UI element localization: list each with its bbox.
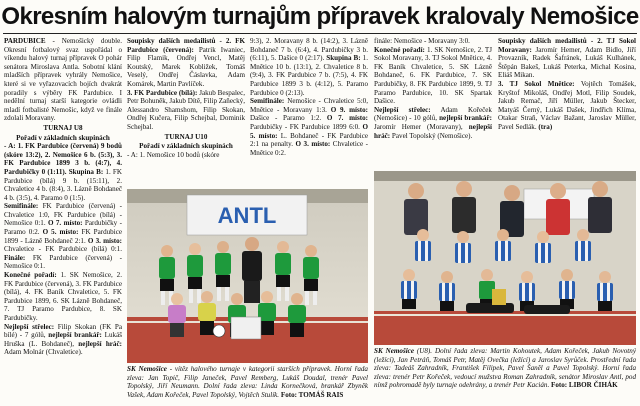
u10-final: finále: Nemošice - Moravany 3:0. [374, 37, 470, 45]
team-photo-u10-image [127, 189, 368, 363]
u8-playoff-text: Semifinále: FK Pardubice (červená) - Chvaletice 1:0, FK Pardubice (bílá) - Nemošice 0:1. O 7. místo: Pardubičky - Paramo 0:2. O 5. místo: FK Pardubice 1899 - Lázně Bohdaneč 2:1. O 3. místo: Chvaletice - FK Pardubice (bílá) 0:1. Finále: FK Pardubice (červená) - Nemošice 0:1. [4, 202, 122, 271]
headline: Okresním halovým turnajům přípravek kralovaly Nemošice [1, 3, 639, 30]
column-u8-rosters [127, 37, 245, 187]
team-photo-u8 [374, 171, 636, 345]
column-u10-rosters [498, 37, 636, 169]
caption-right: SK Nemošice (U8). Dolní řada zleva: Martin Kohoutek, Adam Kořeček, Jakub Novotný (ležící), Jan Petráň, Tomáš Petr, Matěj Ovečka (ležící) a Jaroslav Syrůček. Prostřední řada zleva: Tadeáš Zahradník, František Filipek, Pavel Šaněl a Pavel Topolský. Horní řada zleva: trenér Petr Kořeček, vedoucí mužstva Roman Zahradník, senátor Miroslav Antl, pod nímž pohromadě byly turnaje odehrány, a trenér Petr Kacián. Foto: LIBOR ČIHÁK [374, 347, 636, 390]
column-u10-order [374, 37, 492, 169]
u10-roster-moravany: Soupisky dalších medailistů - 2. TJ Sokol Moravany: Jaromír Hemer, Adam Bidlo, Jiří Provazník, Radek Šafránek, Lukáš Kulhánek, Štěpán Bakeš, Lukáš Peterka, Michal Kosina, Eliáš Mikan. [498, 37, 636, 80]
u8-roster-fk-white: 3. FK Pardubice (bílá): Jakub Bespalec, Petr Bohuněk, Jakub Dítě, Filip Zaňecký, Alessandro Shamshom, Filip Skokan, Ondřej Kučera, Filip Schejbal, Dominik Schejbal. [127, 88, 245, 131]
photo-credit-left: Foto: TOMÁŠ RAIS [280, 390, 344, 399]
intro-paragraph: PARDUBICE - Nemošický double. Okresní fotbalový svaz uspořádal o víkendu halový turnaj přípravek O pohár senátora Miroslava Antla. Sobotní klání mladších přípravek vyhrály Nemošice, které si ve vyřazovacích bojích dvakrát poradily s výběry FK Pardubice. I nedělní turnaj starší kategorie ovládli mladí fotbalisté Nemošic, když ve finále zdolali Moravany. [4, 37, 122, 123]
u8-final-order: Konečné pořadí: 1. SK Nemošice, 2. FK Pardubice (červená), 3. FK Pardubice (bílá), 4. FK Baník Chvaletice, 5. FK Pardubice 1899, 6. SK Lázně Bohdaneč, 7. TJ Paramo Pardubice, 8. SK Pardubičky. [4, 271, 122, 322]
u8-heading: TURNAJ U8 [43, 123, 83, 132]
caption-left: SK Nemošice - vítěz halového turnaje v kategorii starších přípravek. Horní řada zleva: Jan Topič, Filip Janeček, Pavel Remberg, Lukáš Doudal, trenér Pavel Topolský, Jiří Neumann. Dolní řada zleva: Linda Kornečková, brankář Zbyněk Vašek, Adam Kořeček, Pavel Topolský, Vojtěch Stulík. Foto: TOMÁŠ RAIS [127, 365, 368, 399]
u10-final-order: Konečné pořadí: 1. SK Nemošice, 2. TJ Sokol Moravany, 3. TJ Sokol Mnětice, 4. FK Baník Chvaletice, 5. SK Lázně Bohdaneč, 6. FK Pardubice, 7. SK Pardubičky, 8. FK Pardubice 1899, 9. TJ Paramo Pardubice, 10. SK Spartak Dašice. [374, 45, 492, 106]
column-u10-results [250, 37, 368, 187]
u10-groups-heading: Pořadí v základních skupinách [139, 142, 233, 151]
photo-credit-right: Foto: LIBOR ČIHÁK [551, 381, 618, 390]
u8-roster-fk-red: Soupisky dalších medailistů - 2. FK Pardubice (červená): Patrik Iwaniec, Filip Flamik, Ondřej Vencl, Matěj Koutský, Marek Kobližek, Tomáš Veselý, Ondřej Čáslavka, Adam Komárek, Martin Pavlíček. [127, 37, 245, 88]
u8-awards: Nejlepší střelec: Filip Skokan (FK Pa bílé) - 7 gólů, nejlepší brankář: Lukáš Hruška (L. Bohdaneč), nejlepší hráč: Adam Molnár (Chvaletice). [4, 322, 122, 357]
u10-roster-mnetice: 3. TJ Sokol Mnětice: Vojtěch Tomášek, Kryštof Mikoláš, Ondřej Motl, Filip Soudek, Jakub Remač, Jiří Müller, Jakub Štecker, Matyáš Černý, Lukáš Dašek, Jindřich Klíma, Otakar Straň, Václav Bažant, Jaroslav Müller, Pavel Sedlák. (tra) [498, 79, 636, 131]
team-photo-u10 [127, 189, 368, 363]
u8-groups-heading: Pořadí v základních skupinách [16, 133, 110, 142]
headline-rule [3, 33, 637, 34]
banner-text: ANTL [217, 203, 277, 228]
u10-awards: Nejlepší střelec: Adam Kořeček (Nemošice) - 10 gólů, nejlepší brankář: Jaromír Hemer (Moravany), nejlepší hráč: Pavel Topolský (Nemošice). [374, 105, 492, 140]
author-sign: (tra) [538, 122, 553, 131]
u8-groups-text: - A: 1. FK Pardubice (červená) 9 bodů (skóre 13:2), 2. Nemošice 6 b. (5:3), 3. FK Pardubice 1899 3 b. (4:7), 4. Pardubičky 0 (1:11). Skupina B: 1. FK Pardubice (bílá) 9 b. (15:11), 2. Chvaletice 4 b. (8:4), 3. Lázně Bohdaneč 4 b. (3:5), 4. Paramo 0 (1:5). [4, 142, 122, 202]
column-u8-results [4, 37, 122, 405]
u10-heading: TURNAJ U10 [164, 132, 208, 141]
u10-playoffs: Semifinále: Nemošice - Chvaletice 5:0, Mnětice - Moravany 1:3. O 9. místo: Dašice - Paramo 1:2. O 7. místo: Pardubičky - FK Pardubice 1899 6:0. O 5. místo: L. Bohdaneč - FK Pardubice 2:1 na penalty. O 3. místo: Chvaletice - Mnětice 0:2. [250, 97, 368, 157]
u10-groups-cont: 9:3), 2. Moravany 8 b. (14:2), 3. Lázně Bohdaneč 7 b. (6:4), 4. Pardubičky 3 b. (6:11), 5. Dašice 0 (2:17). Skupina B: 1. Mnětice 10 b. (13:1), 2. Chvaletice 8 b. (9:4), 3. FK Pardubice 7 b. (7:5), 4. FK Pardubice 1899 3 b. (4:12), 5. Paramo Pardubice 0 (2:13). [250, 37, 368, 97]
team-photo-u8-image [374, 171, 636, 345]
u10-groups-start: - A: 1. Nemošice 10 bodů (skóre [127, 150, 220, 159]
